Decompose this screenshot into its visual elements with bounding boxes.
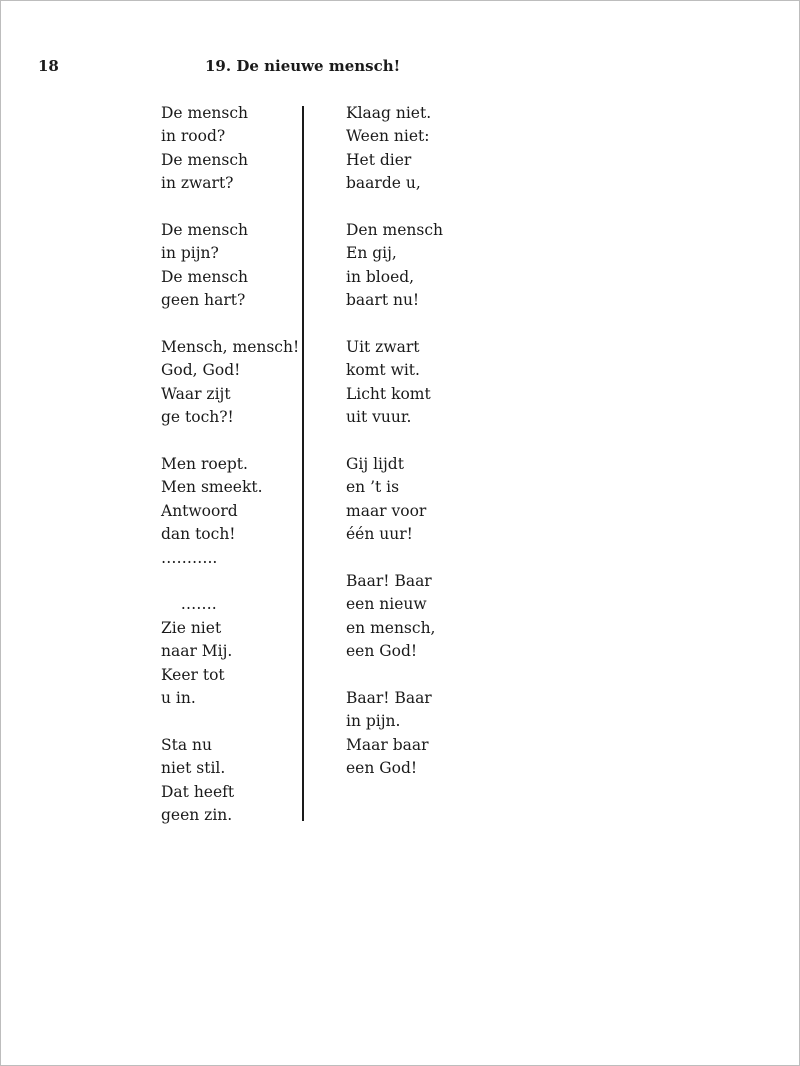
- poem-line: niet stil.: [161, 759, 226, 778]
- poem-line: in pijn.: [346, 712, 401, 731]
- poem-line: En gij,: [346, 244, 397, 263]
- poem-line: Men smeekt.: [161, 478, 263, 497]
- poem-stanza: [161, 219, 299, 313]
- poem-line: Den mensch: [346, 221, 443, 240]
- poem-line: een God!: [346, 642, 418, 661]
- poem-line: naar Mij.: [161, 642, 233, 661]
- poem-line: Dat heeft: [161, 782, 235, 801]
- page-number: 18: [38, 57, 59, 75]
- poem-line: Gij lijdt: [346, 455, 404, 474]
- poem-line: De mensch: [161, 267, 248, 286]
- poem-line: dan toch!: [161, 525, 236, 544]
- poem-line: De mensch: [161, 221, 248, 240]
- poem-line: geen hart?: [161, 291, 246, 310]
- poem-stanza: [346, 219, 443, 313]
- poem-line: en mensch,: [346, 618, 436, 637]
- poem-line: Uit zwart: [346, 338, 420, 357]
- poem-line: u in.: [161, 689, 196, 708]
- poem-line: in zwart?: [161, 174, 234, 193]
- poem-stanza: [346, 102, 443, 196]
- poem-line: in bloed,: [346, 267, 415, 286]
- poem-line: Antwoord: [161, 501, 238, 520]
- poem-line: ge toch?!: [161, 408, 234, 427]
- poem-right-column: [346, 102, 443, 781]
- poem-line: Ween niet:: [346, 127, 430, 146]
- poem-line: Baar! Baar: [346, 572, 432, 591]
- poem-stanza: [161, 593, 299, 710]
- poem-line: Licht komt: [346, 384, 431, 403]
- column-divider: [302, 106, 304, 821]
- poem-line: in pijn?: [161, 244, 219, 263]
- poem-line: Maar baar: [346, 735, 429, 754]
- poem-line: Waar zijt: [161, 384, 231, 403]
- poem-stanza: [161, 734, 299, 828]
- poem-line: …….: [161, 595, 217, 614]
- poem-line: een God!: [346, 759, 418, 778]
- poem-line: Men roept.: [161, 455, 248, 474]
- poem-line: Klaag niet.: [346, 104, 432, 122]
- poem-stanza: [346, 453, 443, 547]
- poem-stanza: [161, 102, 299, 196]
- poem-stanza: [346, 687, 443, 781]
- poem-stanza: [346, 570, 443, 664]
- poem-line: uit vuur.: [346, 408, 412, 427]
- poem-line: Mensch, mensch!: [161, 338, 300, 357]
- poem-left-column: [161, 102, 299, 828]
- poem-line: God, God!: [161, 361, 241, 380]
- poem-stanza: [161, 453, 299, 570]
- poem-line: maar voor: [346, 501, 427, 520]
- poem-line: geen zin.: [161, 806, 233, 825]
- poem-line: Keer tot: [161, 665, 225, 684]
- poem-title: 19. De nieuwe mensch!: [205, 57, 401, 75]
- poem-stanza: [346, 336, 443, 430]
- poem-line: baart nu!: [346, 291, 420, 310]
- poem-line: één uur!: [346, 525, 413, 544]
- poem-stanza: [161, 336, 299, 430]
- poem-line: komt wit.: [346, 361, 420, 380]
- poem-line: in rood?: [161, 127, 226, 146]
- poem-line: en ’t is: [346, 478, 400, 497]
- poem-line: baarde u,: [346, 174, 421, 193]
- poem-line: De mensch: [161, 104, 248, 122]
- poem-line: een nieuw: [346, 595, 427, 614]
- poem-line: Het dier: [346, 150, 412, 169]
- poem-line: Zie niet: [161, 618, 222, 637]
- poem-line: Baar! Baar: [346, 689, 432, 708]
- poem-line: De mensch: [161, 150, 248, 169]
- poem-line: Sta nu: [161, 735, 212, 754]
- poem-line: ………..: [161, 548, 218, 567]
